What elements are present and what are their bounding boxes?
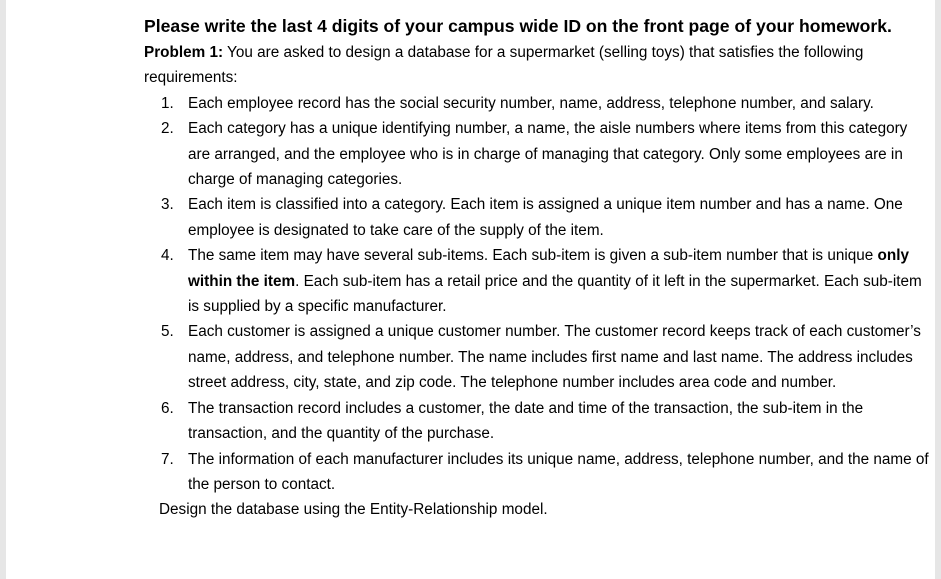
requirements-list — [144, 91, 929, 498]
requirement-text: The information of each manufacturer includes its unique name, address, telephone number, and the name of the person to contact. — [188, 450, 929, 493]
requirement-item — [144, 116, 929, 192]
requirement-item — [144, 91, 929, 116]
requirement-number: 4. — [161, 247, 174, 265]
requirement-item — [144, 192, 929, 243]
requirement-item — [144, 243, 929, 319]
requirement-text-emphasis: only within the item — [188, 247, 909, 290]
requirement-number: 2. — [161, 120, 174, 138]
requirement-number: 6. — [161, 399, 174, 417]
requirement-text: Each category has a unique identifying number, a name, the aisle numbers where items from this category are arranged, and the employee who is in charge of managing that category. Only some employees are in charge of managing categories. — [188, 120, 908, 189]
requirement-item — [144, 319, 929, 395]
problem-intro-text: You are asked to design a database for a supermarket (selling toys) that satisfies the following requirements: — [144, 44, 864, 87]
requirement-text-before: The same item may have several sub-items. Each sub-item is given a sub-item number that is unique — [188, 247, 878, 265]
problem-intro — [144, 40, 929, 91]
requirement-number: 3. — [161, 196, 174, 214]
requirement-text: Each customer is assigned a unique customer number. The customer record keeps track of each customer’s name, address, and telephone number. The name includes first name and last name. The address includes street address, city, state, and zip code. The telephone number includes area code and number. — [188, 323, 921, 392]
requirement-item — [144, 396, 929, 447]
requirement-number: 7. — [161, 450, 174, 468]
requirement-number: 5. — [161, 323, 174, 341]
requirement-text — [188, 247, 922, 315]
problem-label: Problem 1: — [144, 44, 224, 61]
right-page-gutter — [935, 0, 941, 579]
left-page-gutter — [0, 0, 6, 579]
requirement-text: The transaction record includes a customer, the date and time of the transaction, the sub-item in the transaction, and the quantity of the purchase. — [188, 399, 864, 443]
requirement-text: Each employee record has the social security number, name, address, telephone number, and salary. — [188, 94, 874, 112]
closing-instruction: Design the database using the Entity-Relationship model. — [159, 501, 548, 519]
document-page — [144, 12, 929, 523]
requirement-text: Each item is classified into a category. Each item is assigned a unique item number and has a name. One employee is designated to take care of the supply of the item. — [188, 196, 903, 239]
requirement-item — [144, 447, 929, 498]
homework-instruction: Please write the last 4 digits of your campus wide ID on the front page of your homework. — [144, 16, 892, 36]
requirement-text-after: . Each sub-item has a retail price and the quantity of it left in the supermarket. Each sub-item is supplied by a specific manufacturer. — [188, 272, 922, 316]
requirement-number: 1. — [161, 94, 174, 112]
